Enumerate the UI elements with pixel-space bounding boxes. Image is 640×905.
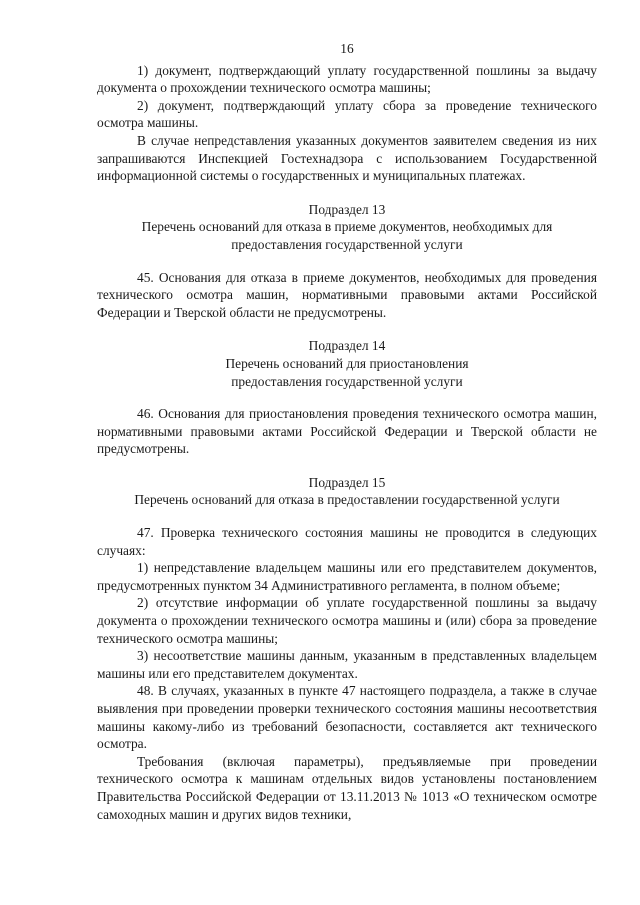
paragraph-47-item-2: 2) отсутствие информации об уплате государственной пошлины за выдачу документа о прохождении технического осмотра машины и (или) сбора за проведение технического осмотра машины; xyxy=(97,595,597,646)
subsection-13-title: Перечень оснований для отказа в приеме документов, необходимых для предоставления государственной услуги xyxy=(141,219,553,252)
subsection-15-heading xyxy=(97,474,597,509)
paragraph-missing-documents: В случае непредставления указанных документов заявителем сведения из них запрашиваются Инспекцией Гостехнадзора с использованием Государственной информационной системы о государственных и муниципальных платежах. xyxy=(97,132,597,184)
paragraph-47-item-3: 3) несоответствие машины данным, указанным в представленных владельцем машины или его представителем документах. xyxy=(97,648,597,681)
paragraph-45: 45. Основания для отказа в приеме документов, необходимых для проведения технического осмотра машин, нормативными правовыми актами Российской Федерации и Тверской области не предусмотрены. xyxy=(97,269,597,320)
subsection-15-title: Перечень оснований для отказа в предоставлении государственной услуги xyxy=(134,492,560,508)
subsection-13-label: Подраздел 13 xyxy=(308,201,386,217)
subsection-14-title-line-2: предоставления государственной услуги xyxy=(231,373,463,389)
paragraph-requirements: Требования (включая параметры), предъявляемые при проведении технического осмотра к машинам отдельных видов установлены постановлением Правительства Российской Федерации от 13.11.2013 № 1013 «О техническом осмотре самоходных машин и других видов техники, xyxy=(97,753,597,822)
paragraph-46: 46. Основания для приостановления проведения технического осмотра машин, нормативными правовыми актами Российской Федерации и Тверской области не предусмотрены. xyxy=(97,406,597,457)
subsection-14-label: Подраздел 14 xyxy=(308,338,386,354)
paragraph-47: 47. Проверка технического состояния машины не проводится в следующих случаях: xyxy=(97,525,597,558)
paragraph-48: 48. В случаях, указанных в пункте 47 настоящего подраздела, а также в случае выявления при проведении проверки технического состояния машины несоответствия машины какому-либо из требований безопасности, составляется акт технического осмотра. xyxy=(97,683,597,752)
subsection-13-heading xyxy=(97,201,597,254)
document-page xyxy=(97,40,597,823)
subsection-14-title-line-1: Перечень оснований для приостановления xyxy=(225,355,469,371)
subsection-15-label: Подраздел 15 xyxy=(308,474,386,490)
paragraph-item-1: 1) документ, подтверждающий уплату государственной пошлины за выдачу документа о прохождении технического осмотра машины; xyxy=(97,62,597,96)
page-number: 16 xyxy=(340,41,354,56)
paragraph-item-2: 2) документ, подтверждающий уплату сбора за проведение технического осмотра машины. xyxy=(97,97,597,131)
paragraph-47-item-1: 1) непредставление владельцем машины или его представителем документов, предусмотренных пунктом 34 Административного регламента, в полном объеме; xyxy=(97,560,597,593)
subsection-14-heading xyxy=(97,337,597,390)
